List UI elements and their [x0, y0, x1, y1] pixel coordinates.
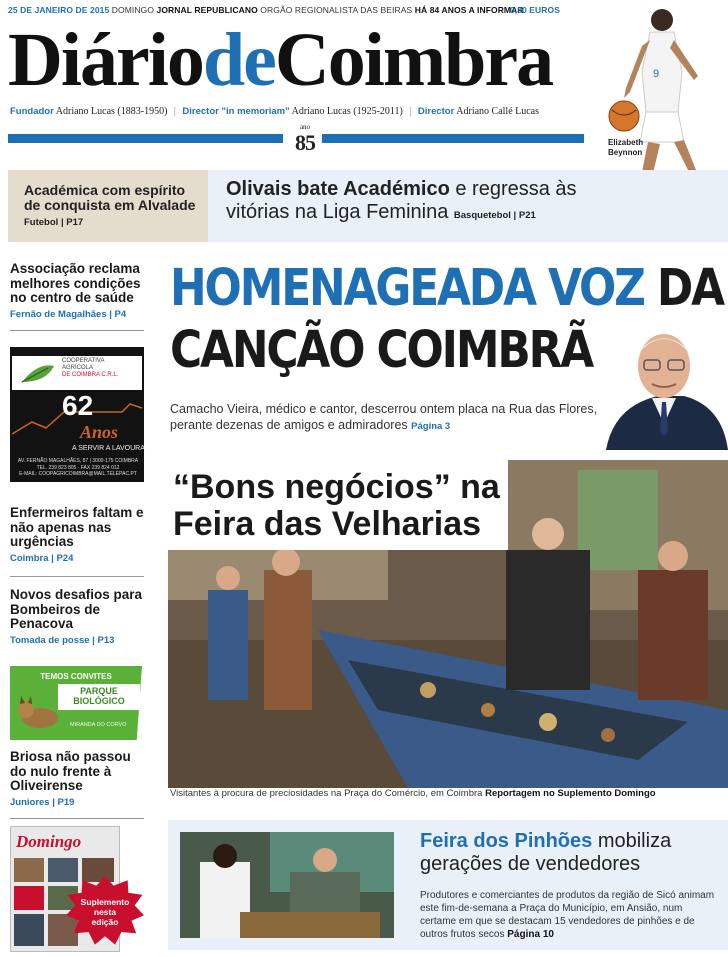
main-headline[interactable]	[170, 258, 723, 382]
coop-address: AV. FERNÃO MAGALHÃES, 87 | 3000-175 COIMBRA TEL. 239 823 805 · FAX 239 824 012 E-MAIL: COOPAGRICOIMBRA@MAIL.TELEPAC.PT	[17, 458, 139, 477]
leaf-logo-icon	[18, 360, 58, 386]
anniversary-number: 85	[295, 130, 315, 155]
masthead-rule-left	[8, 134, 283, 143]
caption-text: Visitantes à procura de preciosidades na Praça do Comércio, em Coimbra	[170, 788, 483, 799]
caption-ref: Reportagem no Suplemento Domingo	[485, 788, 656, 799]
director-memoriam-name: Adriano Lucas (1925-2011)	[291, 106, 403, 117]
story-headline: Associação reclama melhores condições no centro de saúde	[10, 261, 141, 305]
headline-black-2: CANÇÃO COIMBRÃ	[170, 321, 593, 380]
headline-blue: HOMENAGEADA VOZ	[170, 259, 644, 318]
story-tag: Fernão de Magalhães | P4	[10, 308, 127, 320]
coop-years-word: Anos	[80, 422, 119, 442]
masthead-rule-right	[322, 134, 584, 143]
sidebar-story-associacao[interactable]	[10, 262, 150, 320]
sidebar-story-bombeiros[interactable]	[10, 588, 150, 646]
masthead-word-coimbra: Coimbra	[274, 18, 553, 102]
promo-academica-text[interactable]	[24, 183, 204, 230]
camacho-vieira-portrait[interactable]	[600, 318, 728, 450]
promo-academica-headline: Académica com espírito de conquista em Alvalade	[24, 182, 196, 213]
parque-label: PARQUE BIOLÓGICO	[73, 686, 125, 706]
edition-weekday: DOMINGO	[111, 5, 155, 15]
edition-date: 25 DE JANEIRO DE 2015	[8, 5, 110, 15]
masthead-credits: Fundador Adriano Lucas (1883-1950) | Director "in memoriam" Adriano Lucas (1925-2011) | Director Adriano Callé Lucas	[10, 106, 540, 117]
sidebar-story-enfermeiros[interactable]	[10, 506, 150, 564]
lynx-icon	[16, 694, 60, 730]
anniversary-label: ano	[299, 123, 311, 131]
promo-olivais-text[interactable]	[226, 178, 616, 227]
masthead-word-de: de	[202, 18, 275, 102]
pinhoes-head-blue: Feira dos Pinhões	[420, 830, 593, 852]
director-memoriam-label: Director "in memoriam"	[182, 106, 290, 117]
pinhoes-page-ref: Página 10	[507, 929, 554, 940]
sidebar-divider	[10, 818, 144, 819]
pinhoes-photo[interactable]	[180, 832, 394, 938]
coop-slogan: A SERVIR A LAVOURA	[72, 445, 145, 452]
coop-name: COOPERATIVA AGRÍCOLA DE COIMBRA C.R.L.	[62, 358, 119, 378]
masthead-logo[interactable]	[8, 18, 552, 102]
coop-years-number: 62	[62, 390, 94, 421]
director-name: Adriano Callé Lucas	[456, 106, 540, 117]
deck-text: Camacho Vieira, médico e cantor, descerrou ontem placa na Rua das Flores, perante dezenas de amigos e admiradores	[170, 402, 598, 432]
svg-text:9: 9	[653, 68, 660, 80]
athlete-caption: Elizabeth Beynnon	[608, 138, 644, 157]
feira-photo-caption	[170, 788, 726, 799]
convites-title: TEMOS CONVITES	[40, 672, 112, 681]
deck-page-ref: Página 3	[411, 421, 451, 432]
story-tag: Tomada de posse | P13	[10, 634, 115, 646]
story-tag: Juniores | P19	[10, 796, 75, 808]
paper-tagline: ORGÃO REGIONALISTA DAS BEIRAS	[260, 5, 413, 15]
founder-name: Adriano Lucas (1883-1950)	[55, 106, 168, 117]
pinhoes-head-rest: mobiliza gerações de vendedores	[420, 830, 672, 875]
story-headline: Novos desafios para Bombeiros de Penacova	[10, 587, 143, 631]
director-label: Director	[417, 106, 455, 117]
pinhoes-headline[interactable]	[420, 830, 720, 876]
convites-location: MIRANDA DO CORVO	[70, 722, 127, 728]
story-tag: Coimbra | P24	[10, 552, 74, 564]
masthead-word-diario: Diário	[8, 18, 203, 102]
sidebar-story-briosa[interactable]	[10, 750, 150, 808]
founder-label: Fundador	[10, 106, 54, 117]
promo-olivais-rest: e regressa às vitórias na Liga Feminina	[226, 178, 577, 223]
promo-olivais-bold: Olivais bate Académico	[226, 178, 450, 200]
pinhoes-body	[420, 889, 720, 941]
paper-years: HÁ 84 ANOS A INFORMAR	[414, 5, 524, 15]
promo-academica-tag: Futebol | P17	[24, 217, 84, 228]
feira-headline[interactable]: “Bons negócios” na Feira das Velharias	[173, 468, 500, 543]
story-headline: Briosa não passou do nulo frente à Oliveirense	[10, 749, 131, 793]
sidebar-divider	[10, 576, 144, 577]
sidebar-divider	[10, 330, 144, 331]
story-headline: Enfermeiros faltam e não apenas nas urgências	[10, 505, 144, 549]
promo-olivais-tag: Basquetebol | P21	[453, 210, 536, 221]
main-story-deck[interactable]	[170, 401, 600, 435]
cover-price: 0,80 EUROS	[509, 5, 560, 15]
pinhoes-body-text: Produtores e comerciantes de produtos da região de Sicó animam este fim-de-semana a Praça do Município, em Ansião, num certame em que se destacam 15 vendedores de pinhões e de outros frutos secos	[420, 890, 715, 940]
paper-type: JORNAL REPUBLICANO	[156, 5, 258, 15]
supplement-title: Domingo	[16, 832, 82, 851]
supplement-burst-text: Suplemento nesta edição	[80, 897, 130, 927]
headline-black-1: DA	[656, 259, 723, 318]
